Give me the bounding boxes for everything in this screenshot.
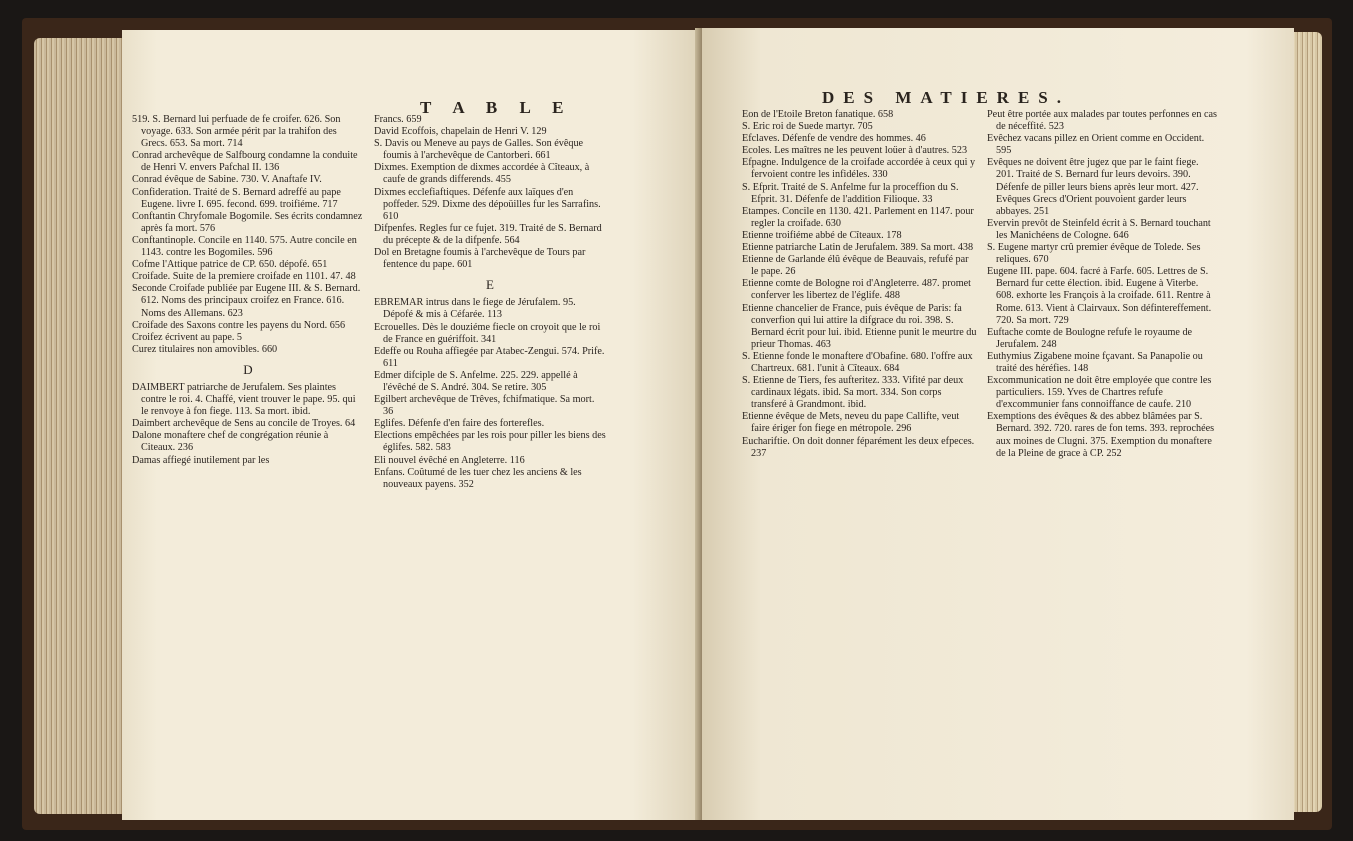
page-edges-right <box>1290 32 1322 812</box>
index-column-3 <box>742 109 977 460</box>
index-entry: Evervin prevôt de Steinfeld écrit à S. Bernard touchant les Manichéens de Cologne. 646 <box>987 217 1211 241</box>
index-entry: Etienne évêque de Mets, neveu du pape Callifte, veut faire ériger fon fiege en métropole. 296 <box>742 411 960 435</box>
index-entry: Evêques ne doivent être jugez que par le faint fiege. 201. Traité de S. Bernard fur leurs devoirs. 390. Défenfe de piller leurs biens après leur mort. 427. Evêques Grecs d'Orient pouvoient garder leurs abbayes. 251 <box>987 157 1199 217</box>
index-entry: Cofme l'Attique patrice de CP. 650. dépofé. 651 <box>132 259 328 271</box>
index-entry: Conrad évêque de Sabine. 730. V. Anaftafe IV. <box>132 174 322 186</box>
index-entry: Efpagne. Indulgence de la croifade accordée à ceux qui y fervoient contre les infidéles. 330 <box>742 157 976 181</box>
index-entry: Etampes. Concile en 1130. 421. Parlement en 1147. pour regler la croifade. 630 <box>742 205 974 229</box>
index-entry: Etienne troifiéme abbé de Cîteaux. 178 <box>742 229 902 241</box>
index-entry: Damas affiegé inutilement par les <box>132 454 270 466</box>
index-entry: Efclaves. Défenfe de vendre des hommes. 46 <box>742 133 926 145</box>
index-entry: Croifez écrivent au pape. 5 <box>132 331 243 343</box>
index-entry: Etienne chancelier de France, puis évêque de Paris: fa converfion qui lui attire la difgrace du roi. 398. S. Bernard écrit pour lui. ibid. Etienne punit le meurtre du prieur Thomas. 463 <box>742 302 977 350</box>
index-entry: Etienne comte de Bologne roi d'Angleterre. 487. promet conferver les libertez de l'églife. 488 <box>742 278 972 302</box>
index-entry: Enfans. Coûtumé de les tuer chez les anciens & les nouveaux payens. 352 <box>374 466 582 490</box>
index-entry: Eli nouvel évêché en Angleterre. 116 <box>374 454 525 466</box>
right-page-header: DES MATIERES. <box>822 88 1070 107</box>
index-entry: Eon de l'Etoile Breton fanatique. 658 <box>742 109 894 120</box>
index-entry: Euchariftie. On doit donner féparément les deux efpeces. 237 <box>742 435 975 459</box>
index-entry: Conrad archevêque de Salfbourg condamne la conduite de Henri V. envers Pafchal II. 136 <box>132 150 358 174</box>
index-entry: Exemptions des évêques & des abbez blâmées par S. Bernard. 392. 720. rares de fon tems. 393. reprochées aux moines de Clugni. 375. Exemption du monaftere de la Pleine de grace à CP. 252 <box>987 411 1215 459</box>
index-entry: S. Davis ou Meneve au pays de Galles. Son évêque foumis à l'archevêque de Cantorberi. 661 <box>374 138 584 162</box>
index-entry: S. Eugene martyr crû premier évêque de Tolede. Ses reliques. 670 <box>987 242 1201 266</box>
index-entry: Egilbert archevêque de Trêves, fchifmatique. Sa mort. 36 <box>374 394 595 418</box>
index-entry: Difpenfes. Regles fur ce fujet. 319. Traité de S. Bernard du précepte & de la difpenfe. 564 <box>374 222 602 246</box>
index-entry: S. Etienne fonde le monaftere d'Obafine. 680. l'offre aux Chartreux. 681. l'unit à Cîteaux. 684 <box>742 350 973 374</box>
index-entry: Euthymius Zigabene moine fçavant. Sa Panapolie ou traité des héréfies. 148 <box>987 350 1203 374</box>
index-entry: Edmer difciple de S. Anfelme. 225. 229. appellé à l'évêché de S. André. 304. Se retire. 305 <box>374 369 578 393</box>
index-entry: Excommunication ne doit être employée que contre les particuliers. 159. Yves de Chartres refufe d'excommunier fans connoiffance de caufe. 210 <box>987 375 1212 411</box>
index-entry: Etienne patriarche Latin de Jerufalem. 389. Sa mort. 438 <box>742 242 974 254</box>
index-entry: Etienne de Garlande élû évêque de Beauvais, refufé par le pape. 26 <box>742 254 969 278</box>
index-entry: EBREMAR intrus dans le fiege de Jérufalem. 95. Dépofé & mis à Céfarée. 113 <box>374 297 576 321</box>
index-entry: Eugene III. pape. 604. facré à Farfe. 605. Lettres de S. Bernard fur cette élection. ibid. Eugene à Viterbe. 608. exhorte les François à la croifade. 611. Rentre à Rome. 613. Vient à Clairvaux. Son défintereffement. 720. Sa mort. 729 <box>987 266 1212 326</box>
index-column-2 <box>374 114 606 491</box>
index-entry: 519. S. Bernard lui perfuade de fe croifer. 626. Son voyage. 633. Son armée périt par la trahifon des Grecs. 653. Sa mort. 714 <box>132 114 341 150</box>
section-letter-d: D <box>243 361 253 377</box>
index-entry: Dalone monaftere chef de congrégation réunie à Citeaux. 236 <box>132 430 329 454</box>
index-entry: Daimbert archevêque de Sens au concile de Troyes. 64 <box>132 418 356 430</box>
index-column-4 <box>987 109 1217 460</box>
index-entry: Dol en Bretagne foumis à l'archevêque de Tours par fentence du pape. 601 <box>374 247 586 271</box>
left-page-header: T A B L E <box>420 98 573 117</box>
index-entry: Eglifes. Défenfe d'en faire des forterefles. <box>374 418 545 430</box>
index-entry: Conftantinople. Concile en 1140. 575. Autre concile en 1143. contre les Bogomiles. 596 <box>132 234 357 259</box>
index-entry: Peut être portée aux malades par toutes perfonnes en cas de néceffité. 523 <box>987 109 1217 133</box>
index-entry: Curez titulaires non amovibles. 660 <box>132 343 278 355</box>
index-entry: Dixmes ecclefiaftiques. Défenfe aux laïques d'en poffeder. 529. Dixme des dépoüilles fur les Sarrafins. 610 <box>374 186 601 222</box>
index-entry: David Ecoffois, chapelain de Henri V. 129 <box>374 126 547 138</box>
index-entry: Conftantin Chryfomale Bogomile. Ses écrits condamnez après fa mort. 576 <box>132 210 363 234</box>
index-entry: Seconde Croifade publiée par Eugene III. & S. Bernard. 612. Noms des principaux croifez en France. 616. Noms des Allemans. 623 <box>132 283 361 319</box>
index-entry: Edeffe ou Rouha affiegée par Atabec-Zengui. 574. Prife. 611 <box>374 345 605 369</box>
index-entry: Euftache comte de Boulogne refufe le royaume de Jerufalem. 248 <box>987 326 1193 350</box>
index-entry: Ecoles. Les maîtres ne les peuvent loüer à d'autres. 523 <box>742 145 968 157</box>
index-entry: Francs. 659 <box>374 114 422 125</box>
page-edges-left <box>34 38 124 814</box>
right-page <box>702 28 1294 820</box>
section-letter-e: E <box>486 277 494 293</box>
index-entry: Ecrouelles. Dès le douziéme fiecle on croyoit que le roi de France en guériffoit. 341 <box>374 321 601 345</box>
index-entry: Confideration. Traité de S. Bernard adreffé au pape Eugene. livre I. 695. fecond. 699. troifiéme. 717 <box>132 186 341 210</box>
index-entry: Evêchez vacans pillez en Orient comme en Occident. 595 <box>987 133 1205 157</box>
index-entry: DAIMBERT patriarche de Jerufalem. Ses plaintes contre le roi. 4. Chaffé, vient trouver le pape. 95. qui le renvoye à fon fiege. 113. Sa mort. ibid. <box>132 381 356 418</box>
index-entry: S. Efprit. Traité de S. Anfelme fur la proceffion du S. Efprit. 31. Défenfe de l'addition Filioque. 33 <box>742 181 959 205</box>
left-page <box>122 30 702 820</box>
index-column-1 <box>132 114 364 467</box>
index-entry: Croifade. Suite de la premiere croifade en 1101. 47. 48 <box>132 271 356 283</box>
index-entry: Croifade des Saxons contre les payens du Nord. 656 <box>132 319 346 331</box>
index-entry: S. Etienne de Tiers, fes aufteritez. 333. Vifité par deux cardinaux légats. ibid. Sa mort. 334. Son corps transferé à Grandmont. ibid. <box>742 375 964 411</box>
index-entry: Elections empêchées par les rois pour piller les biens des églifes. 582. 583 <box>374 430 606 454</box>
index-entry: S. Eric roi de Suede martyr. 705 <box>742 121 873 133</box>
index-entry: Dixmes. Exemption de dixmes accordée à Cîteaux, à caufe de grands differends. 455 <box>374 162 590 186</box>
